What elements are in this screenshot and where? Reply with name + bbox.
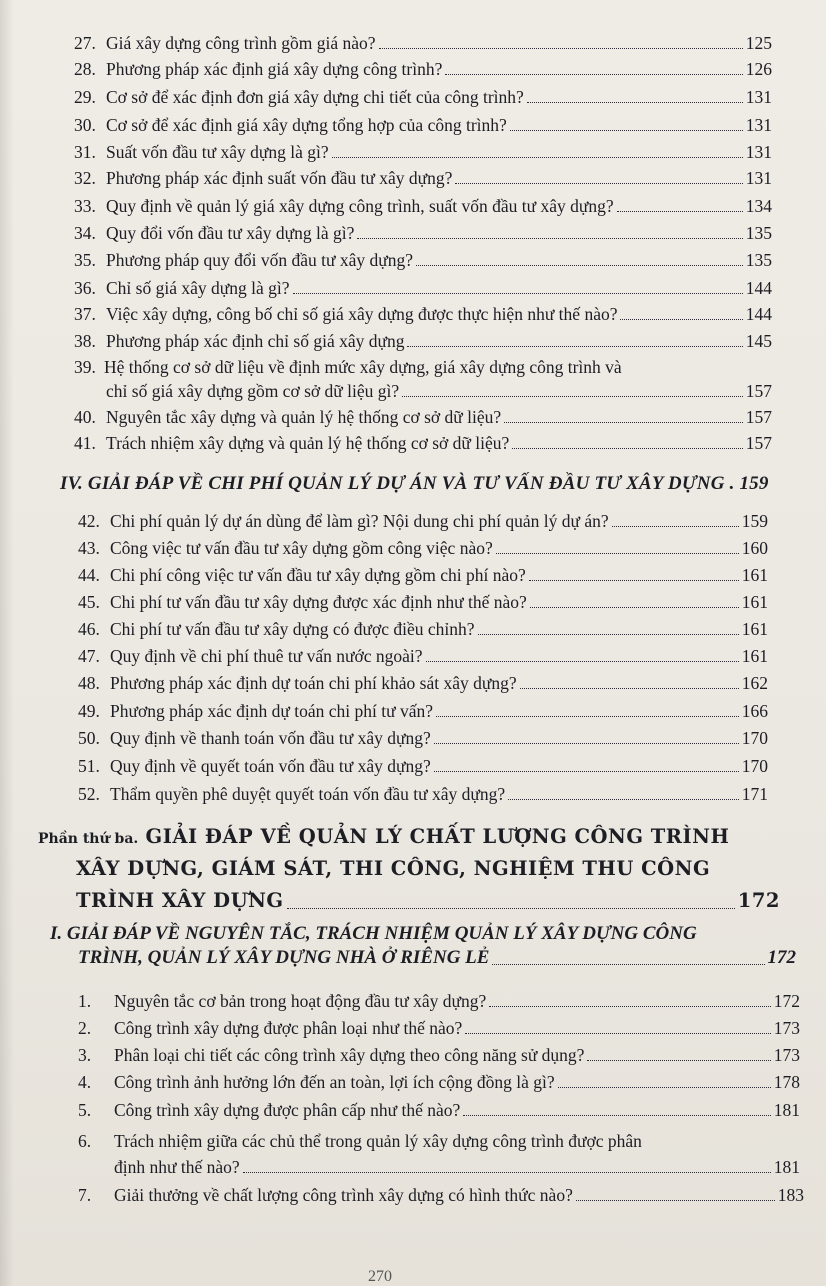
part-three-heading-line1	[38, 824, 729, 852]
entry-title: Công việc tư vấn đầu tư xây dựng gồm công việc nào?	[110, 538, 493, 558]
entry-title: Chi phí công việc tư vấn đầu tư xây dựng gồm chi phí nào?	[110, 565, 526, 585]
section-heading-iv: IV. GIẢI ĐÁP VỀ CHI PHÍ QUẢN LÝ DỰ ÁN VÀ TƯ VẤN ĐẦU TƯ XÂY DỰNG . 159	[60, 473, 769, 494]
dot-leader	[287, 908, 735, 909]
entry-title: Cơ sở để xác định giá xây dựng tổng hợp của công trình?	[106, 115, 507, 135]
dot-leader	[332, 157, 743, 158]
dot-leader	[529, 580, 739, 581]
entry-page: 157	[745, 407, 772, 427]
entry-number: 46.	[78, 619, 100, 639]
entry-number: 5.	[78, 1100, 92, 1120]
entry-page: 131	[745, 168, 772, 188]
toc-entry	[74, 114, 772, 136]
dot-leader	[407, 346, 742, 347]
entry-title: Công trình ảnh hưởng lớn đến an toàn, lợi ích cộng đồng là gì?	[114, 1072, 555, 1092]
toc-entry	[78, 1130, 800, 1152]
entry-title: Hệ thống cơ sở dữ liệu về định mức xây dựng, giá xây dựng công trình và	[104, 357, 622, 377]
entry-page: 157	[745, 381, 772, 401]
entry-title: Nguyên tắc xây dựng và quản lý hệ thống cơ sở dữ liệu?	[106, 407, 502, 427]
entry-title: Phương pháp xác định chỉ số giá xây dựng	[106, 331, 405, 351]
toc-entry-continued	[106, 380, 772, 402]
toc-entry	[78, 727, 768, 749]
entry-number: 48.	[78, 673, 100, 693]
entry-number: 4.	[78, 1072, 92, 1092]
dot-leader	[465, 1033, 770, 1034]
entry-title: Chi phí tư vấn đầu tư xây dựng có được điều chỉnh?	[110, 619, 475, 639]
toc-entry	[78, 700, 768, 722]
part-three-prefix: Phần thứ ba.	[38, 831, 139, 847]
part-three-title: GIẢI ĐÁP VỀ QUẢN LÝ CHẤT LƯỢNG CÔNG TRÌNH	[138, 825, 730, 848]
toc-entry	[74, 249, 772, 271]
toc-entry	[78, 591, 768, 613]
toc-entry	[74, 356, 772, 378]
entry-title: Chi phí tư vấn đầu tư xây dựng được xác định như thế nào?	[110, 592, 527, 612]
dot-leader	[463, 1115, 770, 1116]
dot-leader	[530, 607, 739, 608]
toc-entry	[78, 990, 800, 1012]
entry-number: 31.	[74, 142, 96, 162]
entry-number: 30.	[74, 115, 96, 135]
dot-leader	[402, 396, 743, 397]
entry-title: chỉ số giá xây dựng gồm cơ sở dữ liệu gì?	[106, 381, 400, 401]
entry-title: định như thế nào?	[114, 1157, 240, 1177]
toc-entry	[74, 222, 772, 244]
entry-page: 170	[741, 728, 768, 748]
toc-entry	[74, 330, 772, 352]
dot-leader	[558, 1087, 771, 1088]
part-three-heading-line3	[76, 888, 780, 914]
toc-entry	[78, 1044, 800, 1066]
dot-leader	[496, 553, 739, 554]
entry-title: Việc xây dựng, công bố chỉ số giá xây dựng được thực hiện như thế nào?	[106, 304, 618, 324]
toc-entry	[78, 1017, 800, 1039]
entry-page: 173	[773, 1018, 800, 1038]
page-gutter-shadow	[0, 0, 14, 1286]
toc-entry	[78, 618, 768, 640]
entry-page: 173	[773, 1045, 800, 1065]
toc-entry	[78, 672, 768, 694]
entry-number: 39.	[74, 357, 96, 377]
entry-title: Công trình xây dựng được phân cấp như thế nào?	[114, 1100, 461, 1120]
entry-page: 161	[741, 592, 768, 612]
entry-page: 160	[741, 538, 768, 558]
entry-title: Phương pháp quy đổi vốn đầu tư xây dựng?	[106, 250, 413, 270]
dot-leader	[357, 238, 742, 239]
entry-number: 33.	[74, 196, 96, 216]
dot-leader	[243, 1172, 771, 1173]
toc-entry	[74, 32, 772, 54]
entry-title: Phương pháp xác định giá xây dựng công trình?	[106, 59, 443, 79]
entry-number: 44.	[78, 565, 100, 585]
entry-page: 161	[741, 565, 768, 585]
entry-number: 6.	[78, 1131, 92, 1151]
entry-page: 181	[773, 1157, 800, 1177]
entry-number: 32.	[74, 168, 96, 188]
entry-title: Quy định về quyết toán vốn đầu tư xây dựng?	[110, 756, 431, 776]
entry-number: 52.	[78, 784, 100, 804]
entry-title: Trách nhiệm xây dựng và quản lý hệ thống cơ sở dữ liệu?	[106, 433, 510, 453]
entry-title: Chỉ số giá xây dựng là gì?	[106, 278, 290, 298]
toc-entry	[78, 755, 768, 777]
toc-entry	[74, 58, 772, 80]
entry-title: Phương pháp xác định suất vốn đầu tư xây dựng?	[106, 168, 453, 188]
toc-entry	[74, 406, 772, 428]
dot-leader	[508, 799, 739, 800]
part-three-page: 172	[737, 889, 780, 912]
entry-number: 43.	[78, 538, 100, 558]
toc-entry	[74, 195, 772, 217]
dot-leader	[512, 448, 742, 449]
entry-page: 178	[773, 1072, 800, 1092]
entry-page: 161	[741, 619, 768, 639]
entry-number: 27.	[74, 33, 96, 53]
toc-entry-continued	[114, 1156, 800, 1178]
entry-page: 166	[741, 701, 768, 721]
entry-title: Phương pháp xác định dự toán chi phí khảo sát xây dựng?	[110, 673, 517, 693]
entry-page: 131	[745, 87, 772, 107]
entry-page: 144	[745, 278, 772, 298]
toc-entry	[78, 537, 768, 559]
dot-leader	[434, 743, 739, 744]
entry-page: 135	[745, 250, 772, 270]
entry-number: 37.	[74, 304, 96, 324]
dot-leader	[504, 422, 743, 423]
entry-number: 36.	[74, 278, 96, 298]
entry-page: 131	[745, 142, 772, 162]
entry-page: 161	[741, 646, 768, 666]
toc-entry	[78, 564, 768, 586]
toc-entry	[78, 1099, 800, 1121]
dot-leader	[489, 1006, 770, 1007]
entry-title: Giải thưởng về chất lượng công trình xây dựng có hình thức nào?	[114, 1185, 573, 1205]
toc-entry	[74, 167, 772, 189]
entry-page: 144	[745, 304, 772, 324]
entry-number: 45.	[78, 592, 100, 612]
entry-title: Suất vốn đầu tư xây dựng là gì?	[106, 142, 329, 162]
entry-title: Quy định về quản lý giá xây dựng công trình, suất vốn đầu tư xây dựng?	[106, 196, 614, 216]
dot-leader	[576, 1200, 775, 1201]
dot-leader	[445, 74, 742, 75]
entry-page: 172	[773, 991, 800, 1011]
dot-leader	[455, 183, 742, 184]
toc-entry	[78, 1184, 804, 1206]
dot-leader	[426, 661, 739, 662]
section-i-title-end: TRÌNH, QUẢN LÝ XÂY DỰNG NHÀ Ở RIÊNG LẺ	[78, 947, 490, 968]
dot-leader	[436, 716, 739, 717]
toc-entry	[74, 303, 772, 325]
toc-entry	[74, 277, 772, 299]
entry-title: Phương pháp xác định dự toán chi phí tư vấn?	[110, 701, 433, 721]
entry-number: 35.	[74, 250, 96, 270]
entry-page: 171	[741, 784, 768, 804]
entry-title: Phân loại chi tiết các công trình xây dựng theo công năng sử dụng?	[114, 1045, 585, 1065]
dot-leader	[434, 771, 739, 772]
entry-title: Nguyên tắc cơ bản trong hoạt động đầu tư xây dựng?	[114, 991, 487, 1011]
entry-number: 2.	[78, 1018, 92, 1038]
dot-leader	[620, 319, 742, 320]
part-three-title-end: TRÌNH XÂY DỰNG	[76, 889, 284, 912]
entry-number: 40.	[74, 407, 96, 427]
dot-leader	[612, 526, 739, 527]
toc-entry	[78, 783, 768, 805]
dot-leader	[416, 265, 743, 266]
entry-number: 28.	[74, 59, 96, 79]
entry-number: 41.	[74, 433, 96, 453]
entry-number: 3.	[78, 1045, 92, 1065]
entry-number: 29.	[74, 87, 96, 107]
section-i-page: 172	[767, 947, 796, 968]
entry-number: 50.	[78, 728, 100, 748]
entry-title: Quy định về thanh toán vốn đầu tư xây dựng?	[110, 728, 431, 748]
dot-leader	[617, 211, 743, 212]
page-number: 270	[368, 1268, 392, 1285]
dot-leader	[510, 130, 743, 131]
entry-page: 170	[741, 756, 768, 776]
toc-entry	[78, 645, 768, 667]
entry-number: 34.	[74, 223, 96, 243]
entry-page: 183	[777, 1185, 804, 1205]
dot-leader	[520, 688, 739, 689]
entry-number: 51.	[78, 756, 100, 776]
dot-leader	[478, 634, 739, 635]
toc-entry	[74, 86, 772, 108]
dot-leader	[527, 102, 743, 103]
entry-number: 47.	[78, 646, 100, 666]
entry-title: Trách nhiệm giữa các chủ thể trong quản lý xây dựng công trình được phân	[114, 1131, 642, 1151]
dot-leader	[587, 1060, 770, 1061]
dot-leader	[293, 293, 743, 294]
entry-page: 162	[741, 673, 768, 693]
entry-title: Chi phí quản lý dự án dùng để làm gì? Nội dung chi phí quản lý dự án?	[110, 511, 609, 531]
toc-entry	[78, 510, 768, 532]
entry-number: 42.	[78, 511, 100, 531]
entry-title: Quy định về chi phí thuê tư vấn nước ngoài?	[110, 646, 423, 666]
part-three-heading-line2: XÂY DỰNG, GIÁM SÁT, THI CÔNG, NGHIỆM THU CÔNG	[76, 857, 711, 880]
toc-entry	[74, 432, 772, 454]
entry-page: 125	[745, 33, 772, 53]
entry-number: 38.	[74, 331, 96, 351]
dot-leader	[492, 964, 764, 965]
entry-title: Thẩm quyền phê duyệt quyết toán vốn đầu tư xây dựng?	[110, 784, 506, 804]
entry-page: 135	[745, 223, 772, 243]
entry-page: 159	[741, 511, 768, 531]
section-heading-i-line1: I. GIẢI ĐÁP VỀ NGUYÊN TẮC, TRÁCH NHIỆM QUẢN LÝ XÂY DỰNG CÔNG	[50, 923, 697, 944]
dot-leader	[379, 48, 743, 49]
entry-page: 145	[745, 331, 772, 351]
entry-page: 134	[745, 196, 772, 216]
entry-page: 131	[745, 115, 772, 135]
toc-entry	[78, 1071, 800, 1093]
entry-number: 1.	[78, 991, 92, 1011]
entry-page: 181	[773, 1100, 800, 1120]
entry-title: Quy đổi vốn đầu tư xây dựng là gì?	[106, 223, 355, 243]
entry-title: Giá xây dựng công trình gồm giá nào?	[106, 33, 376, 53]
entry-number: 7.	[78, 1185, 92, 1205]
entry-page: 157	[745, 433, 772, 453]
entry-title: Công trình xây dựng được phân loại như thế nào?	[114, 1018, 463, 1038]
toc-entry	[74, 141, 772, 163]
entry-number: 49.	[78, 701, 100, 721]
entry-title: Cơ sở để xác định đơn giá xây dựng chi tiết của công trình?	[106, 87, 524, 107]
entry-page: 126	[745, 59, 772, 79]
section-heading-i-line2	[78, 946, 796, 970]
